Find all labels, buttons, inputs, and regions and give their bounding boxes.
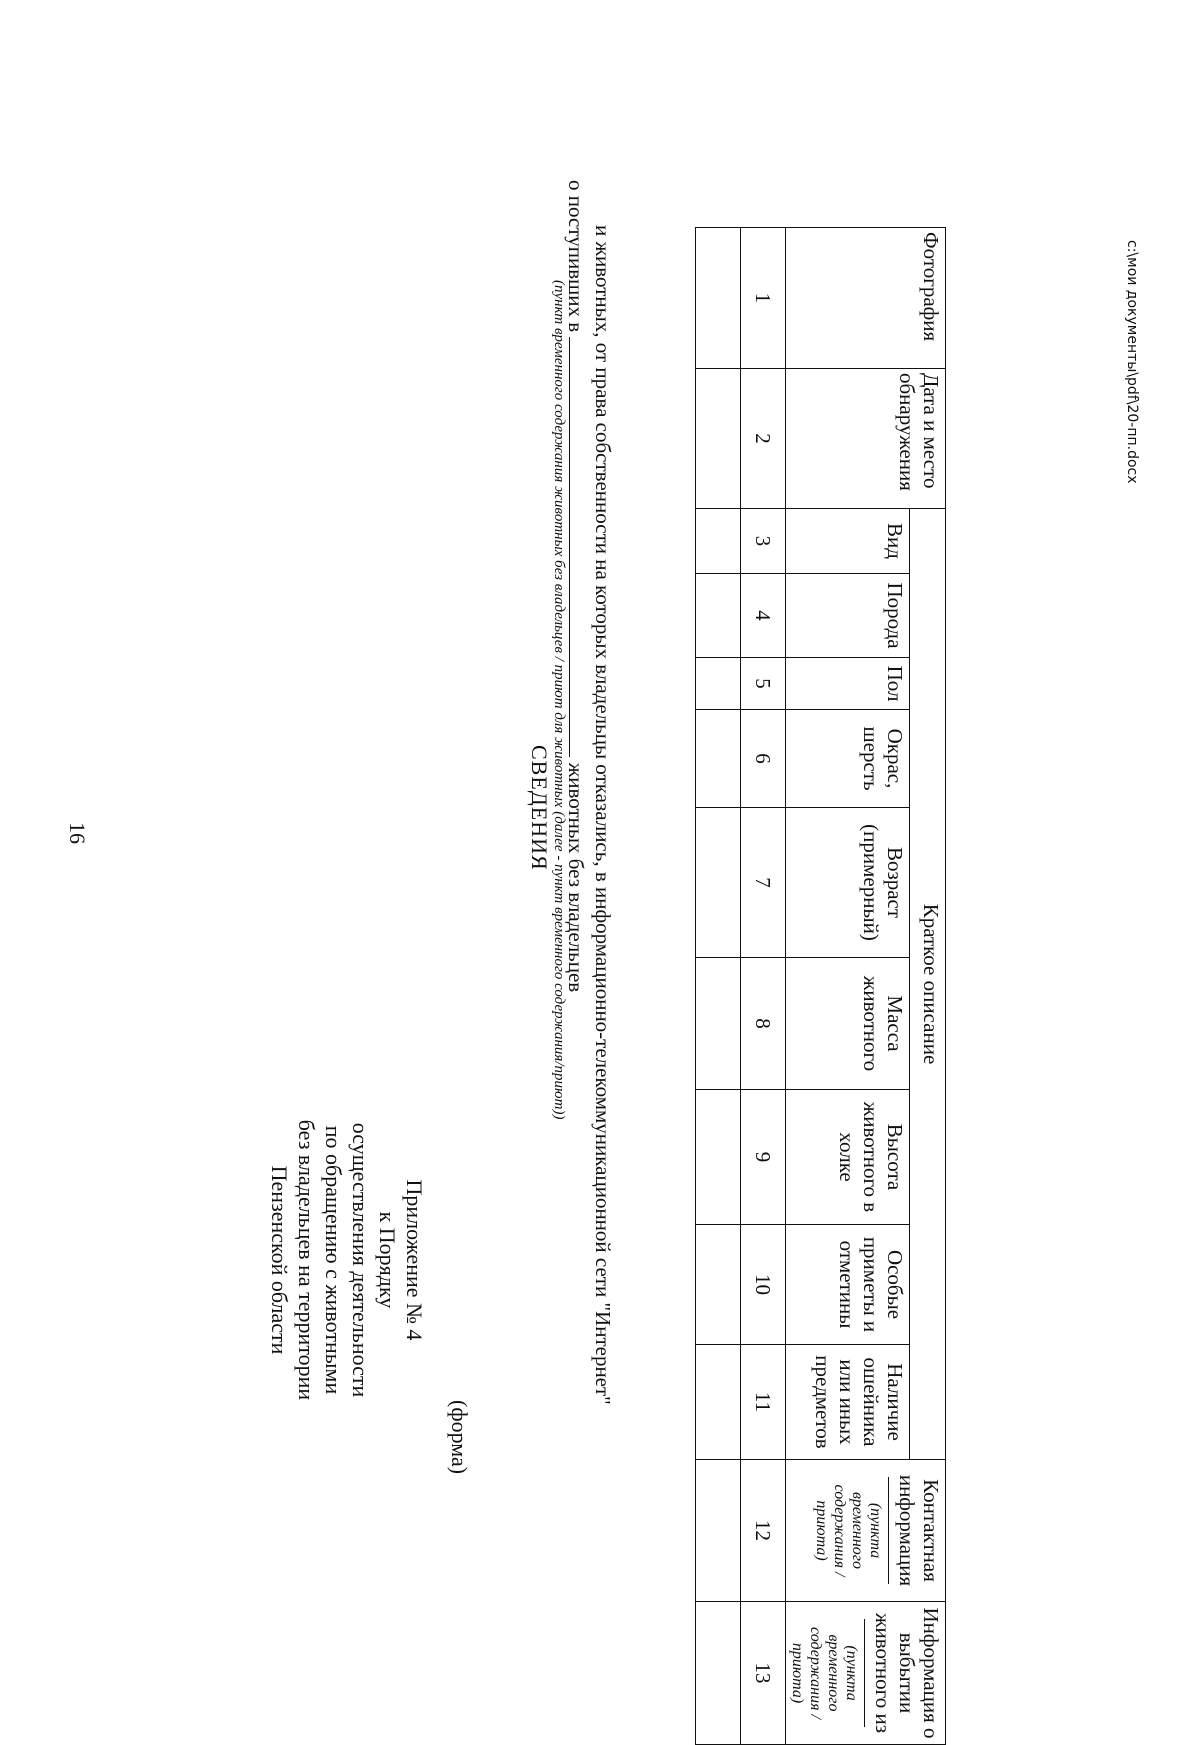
header-contact: [786, 1460, 946, 1602]
empty-cell: [696, 1602, 741, 1745]
header-height: Высота животного в холке: [786, 1090, 910, 1225]
footer-file-path: c:\мои документы\pdf\20-пп.docx: [1124, 240, 1140, 484]
column-number: 9: [741, 1090, 786, 1225]
header-contact-note: (пункта временного содержания /приюта): [813, 1484, 884, 1577]
appendix-line: Приложение № 4: [402, 1179, 427, 1341]
column-number: 5: [741, 658, 786, 710]
column-number: 4: [741, 574, 786, 658]
header-mass: Масса животного: [786, 958, 910, 1090]
empty-cell: [696, 228, 741, 369]
column-number: 8: [741, 958, 786, 1090]
document-heading: СВЕДЕНИЯ: [527, 745, 552, 871]
appendix-line: к Порядку: [375, 1211, 400, 1309]
form-label: (форма): [447, 1400, 472, 1475]
empty-cell: [696, 1345, 741, 1460]
empty-cell: [696, 808, 741, 958]
column-number: 10: [741, 1225, 786, 1345]
column-number: 2: [741, 369, 786, 509]
column-number: 7: [741, 808, 786, 958]
column-number: 3: [741, 509, 786, 574]
intro-line-1-start: о поступивших в: [564, 180, 588, 333]
column-number: 12: [741, 1460, 786, 1602]
appendix-line: по обращению с животными: [321, 1125, 346, 1395]
header-color: Окрас, шерсть: [786, 710, 910, 808]
column-number: 6: [741, 710, 786, 808]
header-marks: Особые приметы и отметины: [786, 1225, 910, 1345]
intro-blank-line: [569, 337, 588, 757]
empty-cell: [696, 509, 741, 574]
header-sex: Пол: [786, 658, 910, 710]
empty-cell: [696, 1460, 741, 1602]
column-number: 13: [741, 1602, 786, 1745]
intro-note: (пункт временного содержания животных без владельцев / приют для животных (далее - пункт временного содержания/приют)): [551, 280, 567, 1120]
empty-cell: [696, 658, 741, 710]
appendix-line: без владельцев на территории: [294, 1119, 319, 1401]
header-departure-rule: [864, 1619, 865, 1726]
header-row-1: [910, 228, 946, 1745]
form-table: [695, 227, 946, 1745]
empty-cell: [696, 369, 741, 509]
appendix-block: [266, 1080, 428, 1440]
header-collar: Наличие ошейника или иных предметов: [786, 1345, 910, 1460]
column-number: 11: [741, 1345, 786, 1460]
header-breed: Порода: [786, 574, 910, 658]
empty-cell: [696, 1090, 741, 1225]
column-number: 1: [741, 228, 786, 369]
intro-line-1-end: животных без владельцев: [564, 762, 588, 993]
header-date-place: Дата и место обнаружения: [786, 369, 946, 509]
empty-cell: [696, 710, 741, 808]
column-number-row: [741, 228, 786, 1745]
appendix-line: Пензенской области: [267, 1165, 292, 1355]
header-departure: [786, 1602, 946, 1745]
empty-cell: [696, 1225, 741, 1345]
header-departure-note: (пункта временного содержания /приюта): [789, 1627, 860, 1719]
header-photo: Фотография: [786, 228, 946, 369]
page-number: 16: [65, 822, 90, 844]
empty-cell: [696, 958, 741, 1090]
header-age: Возраст (примерный): [786, 808, 910, 958]
header-species: Вид: [786, 509, 910, 574]
empty-cell: [696, 574, 741, 658]
header-contact-rule: [888, 1477, 889, 1583]
empty-data-row: [696, 228, 741, 1745]
intro-line-3: и животных, от права собственности на которых владельцы отказались, в информационно-телекоммуникационной сети "Интернет": [591, 225, 615, 1405]
header-contact-label: Контактная информация: [895, 1474, 943, 1587]
header-brief-description: Краткое описание: [910, 509, 946, 1460]
appendix-line: осуществления деятельности: [348, 1122, 373, 1398]
header-departure-label: Информация о выбытии животного из: [871, 1607, 943, 1739]
